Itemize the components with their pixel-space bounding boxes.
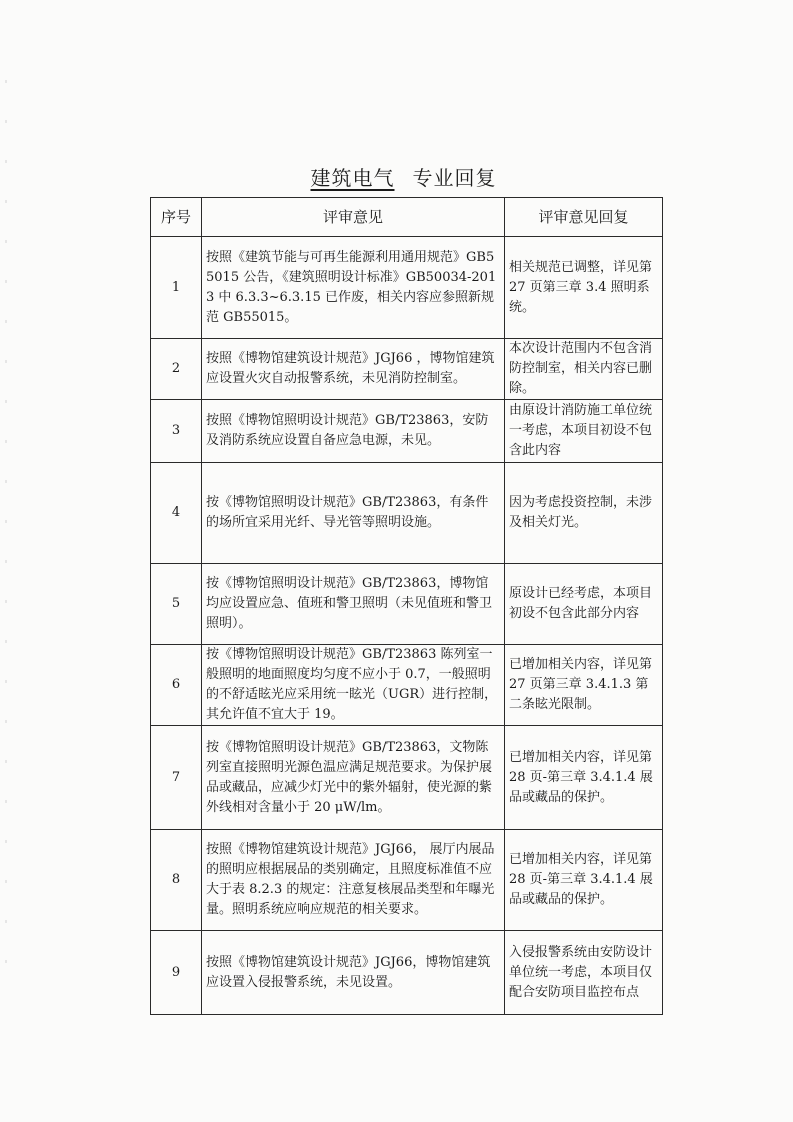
- row-opinion: 按照《博物馆照明设计规范》GB/T23863，安防及消防系统应设置自备应急电源，未见。: [202, 400, 505, 463]
- header-reply: 评审意见回复: [505, 198, 663, 237]
- row-no: 6: [151, 645, 202, 726]
- table-row: [151, 726, 663, 830]
- table-row: [151, 830, 663, 931]
- row-opinion: 按照《博物馆建筑设计规范》JGJ66， 展厅内展品的照明应根据展品的类别确定，且照度标准值不应大于表 8.2.3 的规定：注意复核展品类型和年曝光量。照明系统应响应规范的相关要求。: [202, 830, 505, 931]
- table-row: [151, 564, 663, 645]
- row-reply: 原设计已经考虑，本项目初设不包含此部分内容: [505, 564, 663, 645]
- table-row: [151, 400, 663, 463]
- row-reply: 由原设计消防施工单位统一考虑，本项目初设不包含此内容: [505, 400, 663, 463]
- row-no: 4: [151, 463, 202, 564]
- table-row: [151, 463, 663, 564]
- row-reply: 相关规范已调整，详见第 27 页第三章 3.4 照明系统。: [505, 237, 663, 339]
- row-no: 5: [151, 564, 202, 645]
- row-no: 2: [151, 339, 202, 400]
- table-row: [151, 339, 663, 400]
- header-opinion: 评审意见: [202, 198, 505, 237]
- header-no: 序号: [151, 198, 202, 237]
- row-reply: 已增加相关内容，详见第 27 页第三章 3.4.1.3 第二条眩光限制。: [505, 645, 663, 726]
- review-table: [150, 197, 663, 1015]
- row-reply: 因为考虑投资控制，未涉及相关灯光。: [505, 463, 663, 564]
- row-no: 3: [151, 400, 202, 463]
- row-opinion: 按《博物馆照明设计规范》GB/T23863，有条件的场所宜采用光纤、导光管等照明设施。: [202, 463, 505, 564]
- table-header-row: [151, 198, 663, 237]
- row-opinion: 按《博物馆照明设计规范》GB/T23863 陈列室一般照明的地面照度均匀度不应小于 0.7，一般照明的不舒适眩光应采用统一眩光（UGR）进行控制，其允许值不宜大于 19。: [202, 645, 505, 726]
- row-no: 8: [151, 830, 202, 931]
- table-row: [151, 237, 663, 339]
- row-no: 7: [151, 726, 202, 830]
- table-row: [151, 645, 663, 726]
- row-opinion: 按《博物馆照明设计规范》GB/T23863，博物馆均应设置应急、值班和警卫照明（未见值班和警卫照明）。: [202, 564, 505, 645]
- row-no: 9: [151, 931, 202, 1015]
- row-opinion: 按照《博物馆建筑设计规范》JGJ66，博物馆建筑应设置入侵报警系统，未见设置。: [202, 931, 505, 1015]
- row-no: 1: [151, 237, 202, 339]
- discipline-name: 建筑电气: [310, 166, 395, 190]
- row-opinion: 按照《博物馆建筑设计规范》JGJ66 ，博物馆建筑应设置火灾自动报警系统，未见消防控制室。: [202, 339, 505, 400]
- title-suffix: 专业回复: [412, 166, 497, 190]
- row-opinion: 按照《建筑节能与可再生能源利用通用规范》GB55015 公告，《建筑照明设计标准》GB50034-2013 中 6.3.3~6.3.15 已作废，相关内容应参照新规范 GB55015。: [202, 237, 505, 339]
- row-reply: 本次设计范围内不包含消防控制室，相关内容已删除。: [505, 339, 663, 400]
- row-reply: 已增加相关内容，详见第 28 页-第三章 3.4.1.4 展品或藏品的保护。: [505, 726, 663, 830]
- row-reply: 入侵报警系统由安防设计单位统一考虑，本项目仅配合安防项目监控布点: [505, 931, 663, 1015]
- page-title: [0, 162, 793, 191]
- scan-artifact: [5, 80, 7, 980]
- row-opinion: 按《博物馆照明设计规范》GB/T23863，文物陈列室直接照明光源色温应满足规范要求。为保护展品或藏品，应减少灯光中的紫外辐射，使光源的紫外线相对含量小于 20 μW/lm。: [202, 726, 505, 830]
- table-row: [151, 931, 663, 1015]
- row-reply: 已增加相关内容，详见第 28 页-第三章 3.4.1.4 展品或藏品的保护。: [505, 830, 663, 931]
